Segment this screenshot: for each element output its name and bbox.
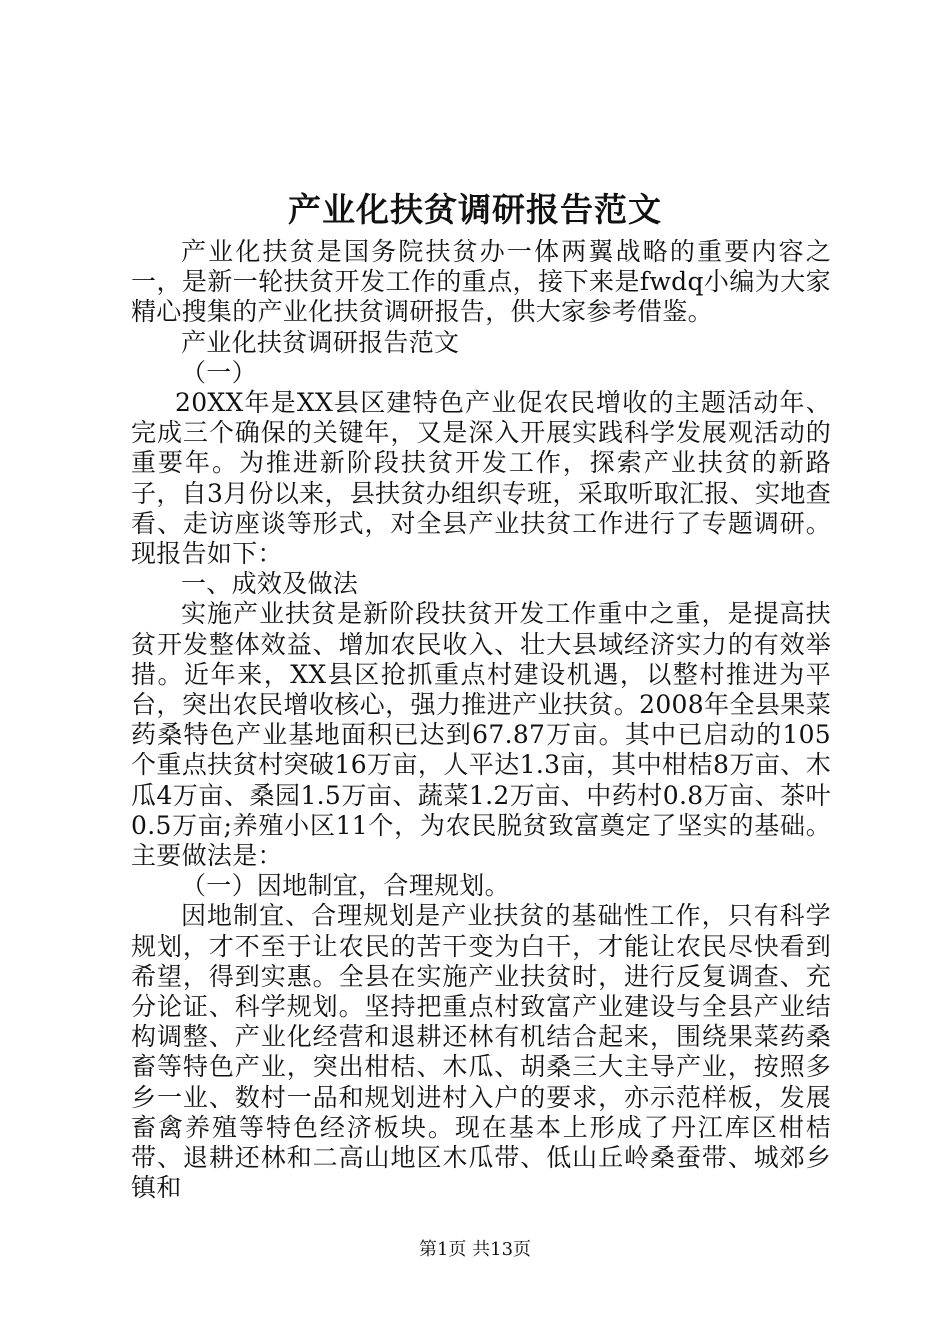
document-body bbox=[131, 237, 831, 1204]
page-footer: 第1页 共13页 bbox=[418, 1239, 532, 1260]
body-paragraph: 20XX年是XX县区建特色产业促农民增收的主题活动年、完成三个确保的关键年，又是深入开展实践科学发展观活动的重要年。为推进新阶段扶贫开发工作，探索产业扶贫的新路子，自3月份以来，县扶贫办组织专班，采取听取汇报、实地查看、走访座谈等形式，对全县产业扶贫工作进行了专题调研。现报告如下： bbox=[131, 388, 831, 569]
subtitle-line: 产业化扶贫调研报告范文 bbox=[181, 327, 460, 357]
section-heading: 一、成效及做法 bbox=[181, 569, 359, 599]
document-title: 产业化扶贫调研报告范文 bbox=[288, 190, 662, 229]
body-paragraph: 实施产业扶贫是新阶段扶贫开发工作重中之重，是提高扶贫开发整体效益、增加农民收入、壮大县域经济实力的有效举措。近年来，XX县区抢抓重点村建设机遇，以整村推进为平台，突出农民增收核心，强力推进产业扶贫。2008年全县果菜药桑特色产业基地面积已达到67.87万亩。其中已启动的105个重点扶贫村突破16万亩，人平达1.3亩，其中柑桔8万亩、木瓜4万亩、桑园1.5万亩、蔬菜1.2万亩、中药村0.8万亩、茶叶0.5万亩;养殖小区11个，为农民脱贫致富奠定了坚实的基础。主要做法是： bbox=[131, 599, 831, 871]
section-number: （一） bbox=[181, 357, 257, 387]
body-paragraph: 因地制宜、合理规划是产业扶贫的基础性工作，只有科学规划，才不至于让农民的苦干变为白干，才能让农民尽快看到希望，得到实惠。全县在实施产业扶贫时，进行反复调查、充分论证、科学规划。坚持把重点村致富产业建设与全县产业结构调整、产业化经营和退耕还林有机结合起来，围绕果菜药桑畜等特色产业，突出柑桔、木瓜、胡桑三大主导产业，按照多乡一业、数村一品和规划进村入户的要求，亦示范样板，发展畜禽养殖等特色经济板块。现在基本上形成了丹江库区柑桔带、退耕还林和二高山地区木瓜带、低山丘岭桑蚕带、城郊乡镇和 bbox=[131, 901, 831, 1203]
intro-paragraph: 产业化扶贫是国务院扶贫办一体两翼战略的重要内容之一，是新一轮扶贫开发工作的重点，接下来是fwdq小编为大家精心搜集的产业化扶贫调研报告，供大家参考借鉴。 bbox=[131, 237, 831, 327]
subsection-heading: （一）因地制宜，合理规划。 bbox=[181, 871, 510, 901]
